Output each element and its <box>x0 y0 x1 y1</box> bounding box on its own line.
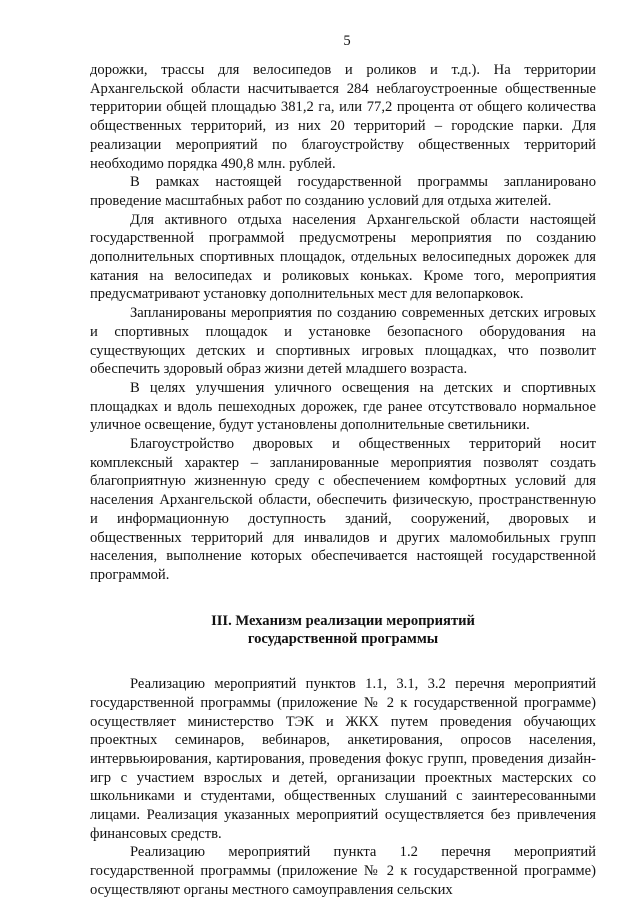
paragraph-continuation: дорожки, трассы для велосипедов и роликов и т.д.). На территории Архангельской области насчитывается 284 неблагоустроенные общественные территории общей площадью 381,2 га, или 77,2 процента от общего количества общественных территорий, из них 20 территорий – городские парки. Для реализации мероприятий по благоустройству общественных территорий необходимо порядка 490,8 млн. рублей. <box>90 62 596 172</box>
page-number: 5 <box>343 33 351 49</box>
paragraph-street-lighting: В целях улучшения уличного освещения на детских и спортивных площадках и вдоль пешеходных дорожек, где ранее отсутствовало нормальное уличное освещение, будут установлены дополнительные светильники. <box>90 379 596 434</box>
section-heading <box>90 612 596 649</box>
section-heading-line-2: государственной программы <box>247 631 439 648</box>
paragraph-recreation-conditions: В рамках настоящей государственной программы запланировано проведение масштабных работ по созданию условий для отдыха жителей. <box>90 174 596 209</box>
paragraph-improvement-complex: Благоустройство дворовых и общественных территорий носит комплексный характер – запланированные мероприятия позволят создать благоприятную жизненную среду с обеспечением комфортных условий для населения Архангельской области, обеспечить физическую, пространственную и информационную доступность зданий, сооружений, дворовых и общественных территорий для инвалидов и других маломобильных групп населения, выполнение которых обеспечивается настоящей государственной программой. <box>90 436 596 583</box>
paragraph-playgrounds: Запланированы мероприятия по созданию современных детских игровых и спортивных площадок и установке безопасного оборудования на существующих детских и спортивных игровых площадках, что позволит обеспечить здоровый образ жизни детей младшего возраста. <box>90 305 596 378</box>
paragraph-active-recreation: Для активного отдыха населения Архангельской области настоящей государственной программой предусмотрены мероприятия по созданию дополнительных спортивных площадок, отдельных велосипедных дорожек для катания на велосипедах и роликовых коньках. Кроме того, мероприятия предусматривают установку дополнительных мест для велопарковок. <box>90 211 596 303</box>
document-page <box>90 32 596 900</box>
paragraph-implementation-2: Реализацию мероприятий пункта 1.2 перечня мероприятий государственной программы (приложение № 2 к государственной программе) осуществляют органы местного самоуправления сельских <box>90 844 596 898</box>
section-heading-line-1: III. Механизм реализации мероприятий <box>211 612 475 629</box>
paragraph-implementation-1: Реализацию мероприятий пунктов 1.1, 3.1, 3.2 перечня мероприятий государственной программы (приложение № 2 к государственной программе) осуществляет министерство ТЭК и ЖКХ путем проведения обучающих проектных семинаров, вебинаров, анкетирования, опросов населения, интервьюирования, картирования, проведения фокус групп, проведения дизайн-игр с участием взрослых и детей, организации проектных мастерских со школьниками и студентами, общественных слушаний с заинтересованными лицами. Реализация указанных мероприятий осуществляется без привлечения финансовых средств. <box>90 676 596 842</box>
